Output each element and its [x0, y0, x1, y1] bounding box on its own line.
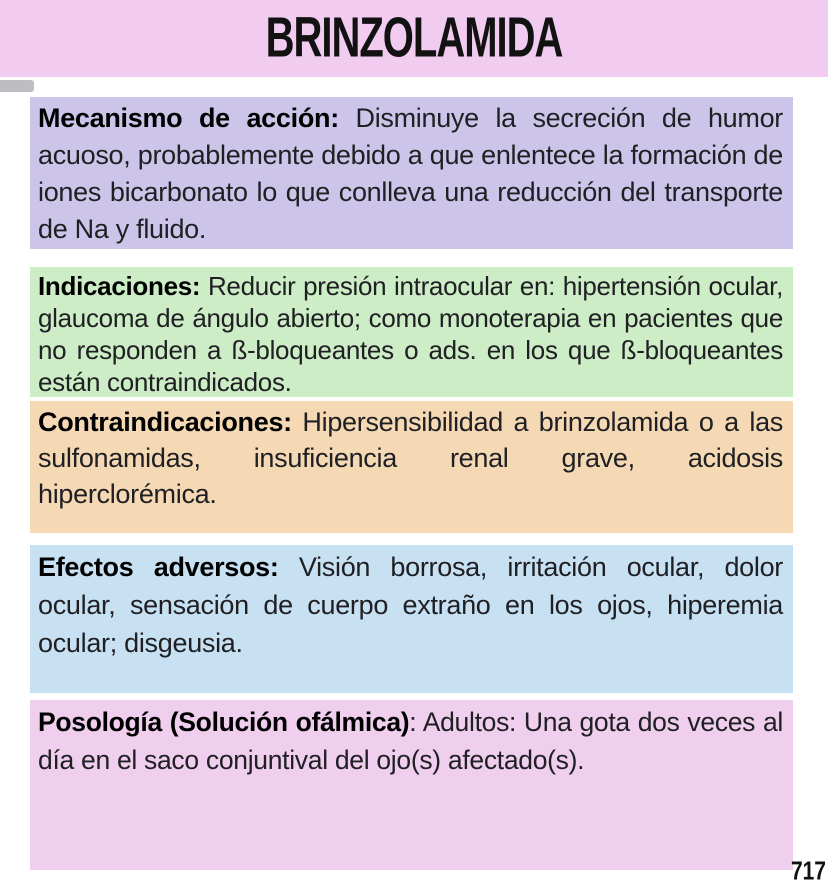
section-paragraph	[38, 404, 783, 512]
section-indicaciones	[30, 267, 793, 397]
section-body: Disminuye la secreción de humor acuoso, probablemente debido a que enlentece la formación de iones bicarbonato lo que conlleva una reducción del transporte de Na y fluido.	[38, 103, 784, 244]
section-paragraph	[38, 548, 783, 662]
section-mecanismo-de-accion	[30, 97, 793, 249]
section-label: Posología (Solución ofálmica)	[38, 707, 410, 737]
section-label: Efectos adversos:	[38, 552, 279, 582]
section-efectos-adversos	[30, 545, 793, 693]
page-number: 717	[790, 857, 826, 886]
section-label: Indicaciones:	[38, 271, 201, 301]
section-paragraph	[38, 270, 783, 398]
section-body: : Adultos: Una gota dos veces al día en el saco conjuntival del ojo(s) afectado(s).	[38, 707, 783, 775]
section-posologia	[30, 700, 793, 870]
section-label: Mecanismo de acción:	[38, 103, 339, 133]
section-label: Contraindicaciones:	[38, 407, 292, 437]
section-contraindicaciones	[30, 401, 793, 533]
section-paragraph	[38, 100, 783, 248]
section-paragraph	[38, 703, 783, 779]
section-body: Hipersensibilidad a brinzolamida o a las sulfonamidas, insuficiencia renal grave, acidosis hiperclorémica.	[38, 407, 783, 509]
page-title: BRINZOLAMIDA	[265, 6, 563, 70]
title-banner	[0, 0, 828, 77]
scan-edge-artifact	[0, 80, 34, 92]
section-body: Visión borrosa, irritación ocular, dolor ocular, sensación de cuerpo extraño en los ojos, hiperemia ocular; disgeusia.	[38, 552, 783, 658]
section-body: Reducir presión intraocular en: hipertensión ocular, glaucoma de ángulo abierto; como monoterapia en pacientes que no responden a ß-bloqueantes o ads. en los que ß-bloqueantes están contraindicados.	[38, 271, 783, 397]
